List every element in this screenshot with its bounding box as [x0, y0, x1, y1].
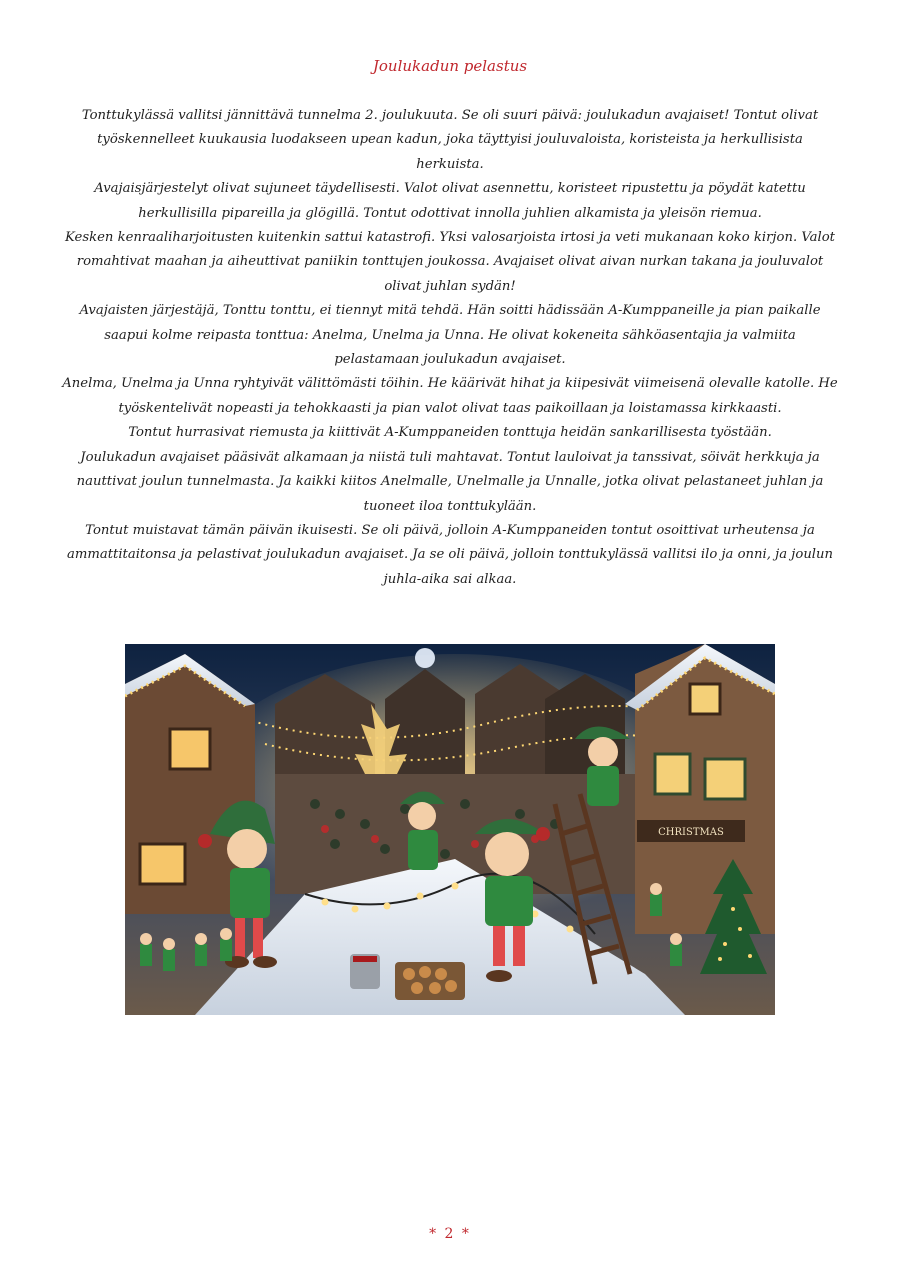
story-paragraph: Anelma, Unelma ja Unna ryhtyivät välittömästi töihin. He käärivät hihat ja kiipesivät viimeisenä olevalle katolle. He työskentelivät nopeasti ja tehokkaasti ja pian valot olivat taas paikoillaan ja loistamassa kirkkaasti. [62, 376, 838, 416]
story-body [62, 104, 838, 592]
story-paragraph: Tontut hurrasivat riemusta ja kiittivät A-Kumppaneiden tonttuja heidän sankarillisesta työstään. [128, 425, 772, 441]
story-paragraph: Avajaisjärjestelyt olivat sujuneet täydellisesti. Valot olivat asennettu, koristeet ripustettu ja pöydät katettu herkullisilla pipareilla ja glögillä. Tontut odottivat innolla juhlien alkamista ja yleisön riemua. [94, 181, 806, 221]
cookie-tray [395, 962, 465, 1000]
moon-icon [415, 648, 435, 668]
page-number: * 2 * [429, 1226, 471, 1242]
story-paragraph: Tonttukylässä vallitsi jännittävä tunnelma 2. joulukuuta. Se oli suuri päivä: joulukadun avajaiset! Tontut olivat työskennelleet kuukausia luodakseen upean kadun, joka täyttyisi jouluvaloista, koristeista ja herkullisista herkuista. [81, 108, 819, 172]
story-paragraph: Tontut muistavat tämän päivän ikuisesti. Se oli päivä, jolloin A-Kumppaneiden tontut osoittivat urheutensa ja ammattitaitonsa ja pelastivat joulukadun avajaiset. Ja se oli päivä, jolloin tonttukylässä vallitsi ilo ja onni, ja joulun juhla-aika sai alkaa. [66, 522, 834, 587]
page-title: Joulukadun pelastus [372, 57, 528, 75]
story-paragraph: Avajaisten järjestäjä, Tonttu tonttu, ei tiennyt mitä tehdä. Hän soitti hädissään A-Kumppaneille ja pian paikalle saapui kolme reipasta tonttua: Anelma, Unelma ja Unna. He olivat kokeneita sähköasentajia ja valmiita pelastamaan joulukadun avajaiset. [79, 303, 821, 368]
story-paragraph: Joulukadun avajaiset pääsivät alkamaan ja niistä tuli mahtavat. Tontut lauloivat ja tanssivat, söivät herkkuja ja nauttivat joulun tunnelmasta. Ja kaikki kiitos Anelmalle, Unelmalle ja Unnalle, jotka olivat pelastaneet juhlan ja tuoneet iloa tonttukylään. [76, 449, 824, 514]
shop-sign: CHRISTMAS [658, 827, 724, 838]
christmas-street-illustration [125, 644, 775, 1015]
story-paragraph: Kesken kenraaliharjoitusten kuitenkin sattui katastrofi. Yksi valosarjoista irtosi ja veti mukanaan koko kirjon. Valot romahtivat maahan ja aiheuttivat paniikin tonttujen joukossa. Avajaiset olivat aivan nurkan takana ja jouluvalot olivat juhlan sydän! [65, 230, 835, 294]
